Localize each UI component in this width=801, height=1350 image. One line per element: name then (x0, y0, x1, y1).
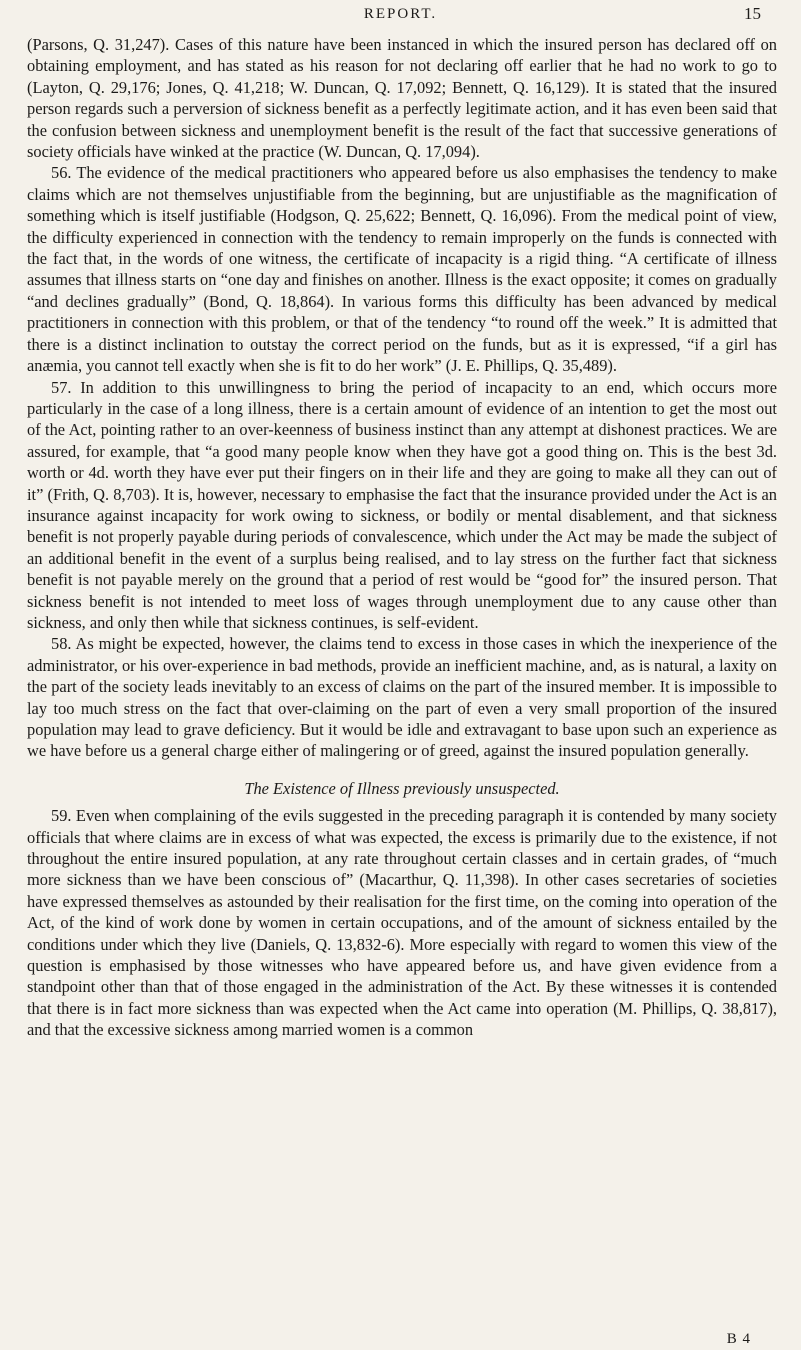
paragraph-58: 58. As might be expected, however, the claims tend to excess in those cases in which the inexperience of the administrator, or his over-experience in bad methods, provide an inefficient machine, and, as is natural, a laxity on the part of the society leads inevitably to an excess of claims on the part of the insured member. It is impossible to lay too much stress on the fact that over-claiming on the part of even a very small proportion of the insured population may lead to grave deficiency. But it would be idle and extravagant to base upon such an experience as we have before us a general charge either of malingering or of greed, against the insured population generally. (27, 634, 777, 761)
paragraph-56: 56. The evidence of the medical practitioners who appeared before us also emphasises the tendency to make claims which are not themselves unjustifiable from the beginning, but are unjustifiable as the magnification of something which is itself justifiable (Hodgson, Q. 25,622; Bennett, Q. 16,096). From the medical point of view, the difficulty experienced in connection with the tendency to remain improperly on the funds is connected with the fact that, in the words of one witness, the certificate of incapacity is a rigid thing. “A certificate of illness assumes that illness starts on “one day and finishes on another. Illness is the exact opposite; it comes on gradually “and declines gradually” (Bond, Q. 18,864). In various forms this difficulty has been advanced by medical practitioners in connection with this problem, or that of the tendency “to round off the week.” It is admitted that there is a distinct inclination to outstay the correct period on the funds, but as it is expressed, “if a girl has anæmia, you cannot tell exactly when she is fit to do her work” (J. E. Phillips, Q. 35,489). (27, 163, 777, 376)
body-text (27, 34, 777, 1041)
paragraph-57: 57. In addition to this unwillingness to bring the period of incapacity to an end, which occurs more particularly in the case of a long illness, there is a certain amount of evidence of an intention to get the most out of the Act, pointing rather to an over-keenness of business instinct than any attempt at dishonest practices. We are assured, for example, that “a good many people know when they have got a good thing on. This is the best 3d. worth or 4d. worth they have ever put their fingers on in their life and they are going to make all they can out of it” (Frith, Q. 8,703). It is, however, necessary to emphasise the fact that the insurance provided under the Act is an insurance against incapacity for work owing to sickness, or bodily or mental disablement, and that sickness benefit is not properly payable during periods of convalescence, which under the Act may be made the subject of an additional benefit in the event of a surplus being realised, and to lay stress on the further fact that sickness benefit is not payable merely on the ground that a period of rest would be “good for” the insured person. That sickness benefit is not intended to meet loss of wages through unemployment due to any cause other than sickness, and only then while that sickness continues, is self-evident. (27, 377, 777, 632)
running-title: REPORT. (363, 6, 438, 22)
paragraph-55-continued: (Parsons, Q. 31,247). Cases of this nature have been instanced in which the insured person has declared off on obtaining employment, and has stated as his reason for not declaring off earlier that he had no work to go to (Layton, Q. 29,176; Jones, Q. 41,218; W. Duncan, Q. 17,092; Bennett, Q. 16,129). It is stated that the insured person regards such a perversion of sickness benefit as a perfectly legitimate action, and it has even been said that the confusion between sickness and unemployment benefit is the result of the fact that successive generations of society officials have winked at the practice (W. Duncan, Q. 17,094). (27, 35, 777, 162)
page-number: 15 (744, 4, 761, 23)
signature-mark: B 4 (726, 1331, 751, 1347)
running-header (0, 4, 801, 26)
paragraph-59: 59. Even when complaining of the evils suggested in the preceding paragraph it is contended by many society officials that where claims are in excess of what was expected, the excess is primarily due to the existence, if not throughout the entire insured population, at any rate throughout certain classes and in certain grades, of “much more sickness than we have been conscious of” (Macarthur, Q. 11,398). In other cases secretaries of societies have expressed themselves as astounded by their realisation for the first time, on the coming into operation of the Act, of the kind of work done by women in certain occupations, and of the amount of sickness entailed by the conditions under which they live (Daniels, Q. 13,832-6). More especially with regard to women this view of the question is emphasised by those witnesses who have appeared before us, and have given evidence from a standpoint other than that of those engaged in the administration of the Act. By these witnesses it is contended that there is in fact more sickness than was expected when the Act came into operation (M. Phillips, Q. 38,817), and that the excessive sickness among married women is a common (27, 806, 777, 1040)
section-heading: The Existence of Illness previously unsuspected. (244, 778, 560, 798)
